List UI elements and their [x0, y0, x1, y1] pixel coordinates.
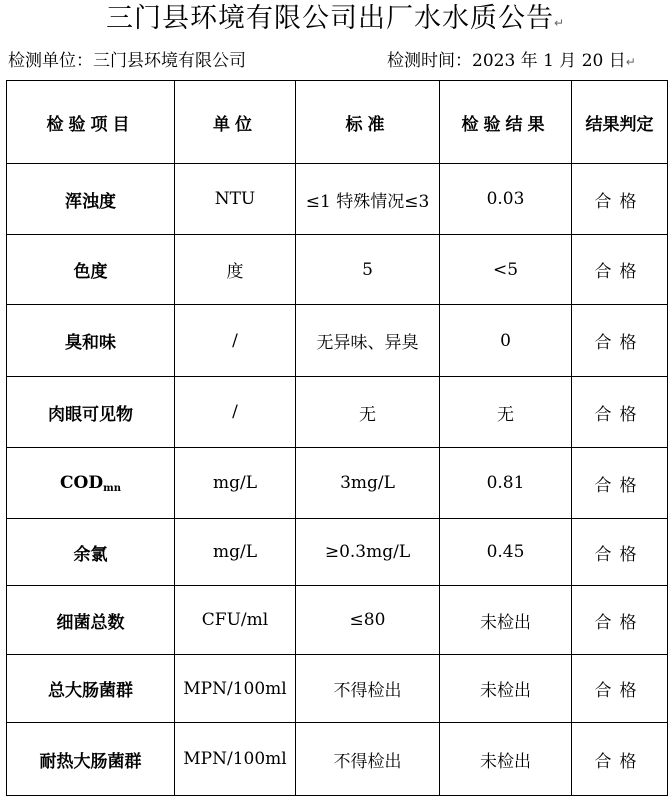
- testing-date: [387, 49, 636, 74]
- testing-date-text: 检测时间：2023 年 1 月 20 日: [387, 51, 626, 71]
- item-standard: 5: [296, 235, 440, 305]
- table-row: [7, 519, 668, 586]
- item-result: 0.81: [440, 448, 572, 519]
- table-row: [7, 164, 668, 235]
- item-standard: 无异味、异臭: [296, 305, 440, 377]
- item-unit: NTU: [175, 164, 296, 235]
- table-row: [7, 377, 668, 448]
- table-row: [7, 655, 668, 723]
- header-result: 检验结果: [440, 81, 572, 164]
- item-name: 余氯: [7, 519, 175, 586]
- table-row: [7, 723, 668, 796]
- item-standard: 3mg/L: [296, 448, 440, 519]
- table-header-row: [7, 81, 668, 164]
- water-quality-table: [6, 80, 668, 796]
- item-result: 0.03: [440, 164, 572, 235]
- item-name: 臭和味: [7, 305, 175, 377]
- item-unit: CFU/ml: [175, 586, 296, 655]
- item-name: 细菌总数: [7, 586, 175, 655]
- item-name: [7, 448, 175, 519]
- item-name-main: COD: [60, 472, 104, 493]
- item-unit: 度: [175, 235, 296, 305]
- item-standard: 不得检出: [296, 723, 440, 796]
- testing-unit: 检测单位：三门县环境有限公司: [8, 51, 246, 71]
- title-text: 三门县环境有限公司出厂水水质公告: [105, 3, 554, 34]
- header-judgement: 结果判定: [572, 81, 668, 164]
- item-unit: MPN/100ml: [175, 655, 296, 723]
- item-result: 无: [440, 377, 572, 448]
- item-standard: ≤1 特殊情况≤3: [296, 164, 440, 235]
- item-unit: mg/L: [175, 448, 296, 519]
- item-judgement: 合格: [572, 448, 668, 519]
- item-name: 总大肠菌群: [7, 655, 175, 723]
- item-name: 浑浊度: [7, 164, 175, 235]
- item-standard: ≥0.3mg/L: [296, 519, 440, 586]
- item-unit: /: [175, 377, 296, 448]
- item-unit: MPN/100ml: [175, 723, 296, 796]
- item-result: 未检出: [440, 723, 572, 796]
- table-row: [7, 305, 668, 377]
- item-result: 未检出: [440, 586, 572, 655]
- table-row: [7, 235, 668, 305]
- document-title: [0, 2, 671, 40]
- paragraph-mark-icon: ↵: [625, 55, 636, 69]
- header-item: 检验项目: [7, 81, 175, 164]
- item-result: 0: [440, 305, 572, 377]
- header-standard: 标准: [296, 81, 440, 164]
- item-name-subscript: mn: [103, 482, 121, 494]
- table-row: [7, 448, 668, 519]
- header-unit: 单位: [175, 81, 296, 164]
- item-judgement: 合格: [572, 723, 668, 796]
- item-name: 色度: [7, 235, 175, 305]
- item-standard: 不得检出: [296, 655, 440, 723]
- item-result: 未检出: [440, 655, 572, 723]
- paragraph-mark-icon: ↵: [553, 16, 566, 30]
- item-name: 耐热大肠菌群: [7, 723, 175, 796]
- item-result: 0.45: [440, 519, 572, 586]
- item-standard: 无: [296, 377, 440, 448]
- item-unit: /: [175, 305, 296, 377]
- item-name: 肉眼可见物: [7, 377, 175, 448]
- item-judgement: 合格: [572, 164, 668, 235]
- item-judgement: 合格: [572, 377, 668, 448]
- item-judgement: 合格: [572, 235, 668, 305]
- item-judgement: 合格: [572, 519, 668, 586]
- item-judgement: 合格: [572, 655, 668, 723]
- item-judgement: 合格: [572, 586, 668, 655]
- item-unit: mg/L: [175, 519, 296, 586]
- item-result: <5: [440, 235, 572, 305]
- item-judgement: 合格: [572, 305, 668, 377]
- item-standard: ≤80: [296, 586, 440, 655]
- table-row: [7, 586, 668, 655]
